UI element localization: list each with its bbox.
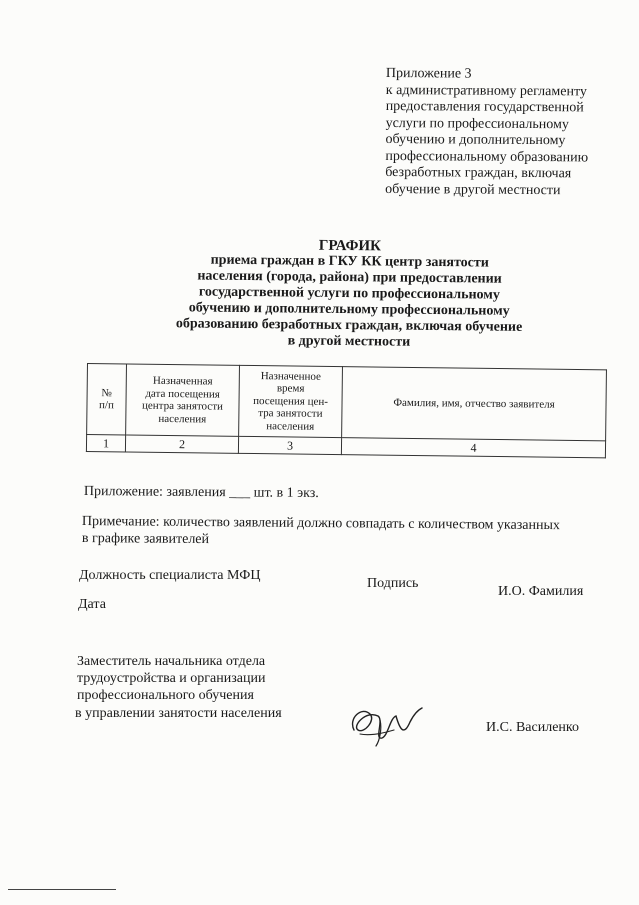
header-text: тра занятости [258, 407, 323, 421]
title-line: государственной услуги по профессиональному [198, 284, 500, 303]
appendix-header [385, 66, 626, 200]
title-line: населения (города, района) при предоставлении [197, 268, 502, 287]
column-number: 2 [125, 435, 238, 453]
header-text: центра занятости [141, 399, 224, 413]
title-line: образованию безработных граждан, включая обучение [175, 316, 523, 335]
header-text: Фамилия, имя, отчество заявителя [393, 396, 555, 411]
appendix-line: обучению и дополнительному [385, 131, 566, 149]
remark-line-2: в графике заявителей [81, 531, 210, 548]
bottom-rule [8, 889, 116, 890]
header-text: п/п [98, 399, 114, 412]
title-line: обучению и дополнительному профессиональному [188, 300, 510, 319]
header-applicant-name [342, 367, 607, 441]
official-name: И.С. Василенко [486, 720, 579, 735]
official-position-line: трудоустройства и организации [77, 671, 266, 686]
official-position-line: в управлении занятости населения [75, 706, 282, 721]
column-number: 1 [86, 435, 125, 452]
header-text: дата посещения [145, 387, 220, 401]
document-title [149, 236, 550, 352]
header-text: Назначенная [152, 374, 213, 388]
title-line: приема граждан в ГКУ КК центр занятости [210, 252, 489, 271]
appendix-line: Приложение 3 [385, 66, 472, 82]
header-text: Назначенное [260, 369, 322, 383]
appendix-line: к административному регламенту [385, 82, 587, 99]
header-text: время [276, 382, 305, 395]
attachment-note: Приложение: заявления ___ шт. в 1 экз. [83, 484, 319, 502]
remark-line-1: Примечание: количество заявлений должно совпадать с количеством указанных [81, 514, 560, 534]
header-text: № [101, 386, 112, 399]
appendix-line: профессиональному образованию [385, 148, 589, 165]
header-text: населения [266, 419, 315, 433]
specialist-name: И.О. Фамилия [498, 584, 584, 599]
schedule-table [86, 363, 607, 458]
header-number [87, 364, 127, 435]
header-visit-date [126, 364, 240, 436]
table-header-row [87, 364, 607, 441]
date-label: Дата [78, 597, 106, 612]
appendix-line: безработных граждан, включая [385, 164, 572, 182]
header-visit-time [239, 365, 343, 437]
signature-label: Подпись [367, 576, 419, 591]
header-text: населения [158, 412, 207, 425]
specialist-position: Должность специалиста МФЦ [79, 568, 261, 583]
header-text: посещения цен- [253, 394, 329, 408]
column-number: 3 [238, 436, 341, 454]
handwritten-signature [344, 700, 424, 748]
official-position-line: профессионального обучения [77, 688, 254, 703]
column-number: 4 [341, 438, 605, 458]
appendix-line: обучение в другой местности [385, 181, 561, 198]
appendix-line: предоставления государственной [385, 98, 584, 116]
title-main: ГРАФИК [318, 237, 382, 255]
appendix-line: услуги по профессиональному [385, 115, 569, 132]
official-position-line: Заместитель начальника отдела [77, 654, 266, 669]
title-line: в другой местности [287, 333, 411, 350]
